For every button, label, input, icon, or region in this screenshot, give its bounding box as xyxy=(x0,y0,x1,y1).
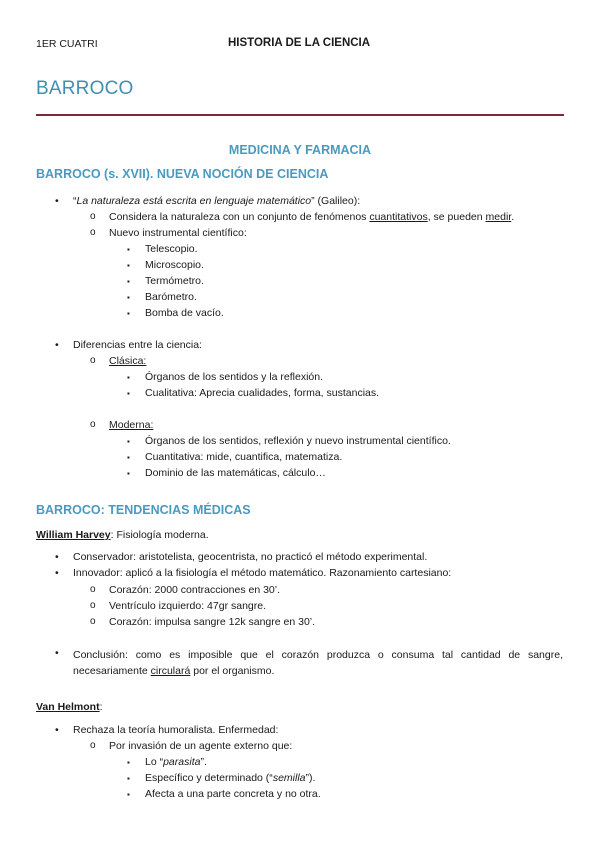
section-heading-ciencia: BARROCO (s. XVII). NUEVA NOCIÓN DE CIENCIA xyxy=(36,167,329,181)
helmont-colon: : xyxy=(99,701,103,713)
bullet-l2: o xyxy=(90,600,96,611)
bullet-l1: • xyxy=(55,724,59,736)
emphasis-word: parasita xyxy=(163,756,201,768)
bullet-l3: ▪ xyxy=(127,309,130,318)
harvey-name: William Harvey xyxy=(36,529,111,541)
clasica-item: Órganos de los sentidos y la reflexión. xyxy=(145,371,324,383)
list-item: Conservador: aristotelista, geocentrista, no practicó el método experimental. xyxy=(73,551,428,563)
bullet-l3: ▪ xyxy=(127,245,130,254)
bullet-l2: o xyxy=(90,419,96,430)
clasica-label: Clásica: xyxy=(109,355,147,367)
bullet-l2: o xyxy=(90,740,96,751)
item-text: Considera la naturaleza con un conjunto de fenómenos xyxy=(109,211,370,223)
conclusion-text: por el organismo. xyxy=(190,665,275,677)
list-item: Por invasión de un agente externo que: xyxy=(109,740,293,752)
bullet-l2: o xyxy=(90,355,96,366)
instrument-item: Telescopio. xyxy=(145,243,198,255)
helmont-line xyxy=(36,701,103,713)
galileo-quote: La naturaleza está escrita en lenguaje matemático xyxy=(76,195,312,207)
conclusion-text: Conclusión: como es imposible que el corazón produzca o consuma tal cantidad de sangre, necesariamente xyxy=(73,649,563,677)
bullet-l3: ▪ xyxy=(127,373,130,382)
bullet-l2: o xyxy=(90,584,96,595)
list-item: Corazón: 2000 contracciones en 30’. xyxy=(109,584,281,596)
bullet-l3: ▪ xyxy=(127,790,130,799)
underlined-word: circulará xyxy=(150,665,191,677)
moderna-item: Cuantitativa: mide, cuantifica, matematiza. xyxy=(145,451,343,463)
item-text: Lo “ xyxy=(145,756,164,768)
instrument-item: Barómetro. xyxy=(145,291,197,303)
list-item xyxy=(109,211,514,223)
helmont-name: Van Helmont xyxy=(36,701,100,713)
instrument-item: Microscopio. xyxy=(145,259,204,271)
list-item: Corazón: impulsa sangre 12k sangre en 30’. xyxy=(109,616,316,628)
item-text: , se pueden xyxy=(427,211,486,223)
clasica-item: Cualitativa: Aprecia cualidades, forma, sustancias. xyxy=(145,387,380,399)
moderna-label: Moderna: xyxy=(109,419,154,431)
bullet-l2: o xyxy=(90,211,96,222)
quote-open: “ xyxy=(73,195,77,207)
header-subject: HISTORIA DE LA CIENCIA xyxy=(228,37,371,49)
instrument-item: Termómetro. xyxy=(145,275,204,287)
item-text: Específico y determinado (“ xyxy=(145,772,273,784)
bullet-l3: ▪ xyxy=(127,293,130,302)
bullet-l1: • xyxy=(55,339,59,351)
section-heading-tendencias: BARROCO: TENDENCIAS MÉDICAS xyxy=(36,503,251,517)
list-item: Diferencias entre la ciencia: xyxy=(73,339,202,351)
bullet-l1: • xyxy=(55,647,59,659)
bullet-l2: o xyxy=(90,616,96,627)
subject-heading: MEDICINA Y FARMACIA xyxy=(228,143,372,157)
underlined-word: medir xyxy=(485,211,512,223)
bullet-l1: • xyxy=(55,567,59,579)
bullet-l3: ▪ xyxy=(127,261,130,270)
list-item: Afecta a una parte concreta y no otra. xyxy=(145,788,321,800)
item-text: ”). xyxy=(305,772,316,784)
harvey-desc: : Fisiología moderna. xyxy=(110,529,209,541)
harvey-line xyxy=(36,529,209,541)
page-title: BARROCO xyxy=(36,78,134,99)
bullet-l3: ▪ xyxy=(127,389,130,398)
quote-line xyxy=(73,195,360,207)
title-divider xyxy=(36,114,564,116)
list-item: Ventrículo izquierdo: 47gr sangre. xyxy=(109,600,267,612)
bullet-l3: ▪ xyxy=(127,437,130,446)
list-item: Innovador: aplicó a la fisiología el método matemático. Razonamiento cartesiano: xyxy=(73,567,452,579)
bullet-l1: • xyxy=(55,551,59,563)
list-item xyxy=(145,772,315,784)
bullet-l1: • xyxy=(55,195,59,207)
conclusion-paragraph xyxy=(73,647,563,679)
bullet-l3: ▪ xyxy=(127,277,130,286)
bullet-l2: o xyxy=(90,227,96,238)
bullet-l3: ▪ xyxy=(127,758,130,767)
instrument-item: Bomba de vacío. xyxy=(145,307,224,319)
list-item xyxy=(145,756,207,768)
list-item: Rechaza la teoría humoralista. Enfermedad: xyxy=(73,724,279,736)
underlined-word: cuantitativos xyxy=(369,211,428,223)
emphasis-word: semilla xyxy=(272,772,306,784)
bullet-l3: ▪ xyxy=(127,774,130,783)
item-text: ”. xyxy=(200,756,207,768)
bullet-l3: ▪ xyxy=(127,469,130,478)
item-text: . xyxy=(511,211,515,223)
quote-close: ” (Galileo): xyxy=(311,195,361,207)
moderna-item: Dominio de las matemáticas, cálculo… xyxy=(145,467,326,479)
header-course: 1ER CUATRI xyxy=(36,38,98,50)
list-item: Nuevo instrumental científico: xyxy=(109,227,247,239)
moderna-item: Órganos de los sentidos, reflexión y nuevo instrumental científico. xyxy=(145,435,451,447)
bullet-l3: ▪ xyxy=(127,453,130,462)
